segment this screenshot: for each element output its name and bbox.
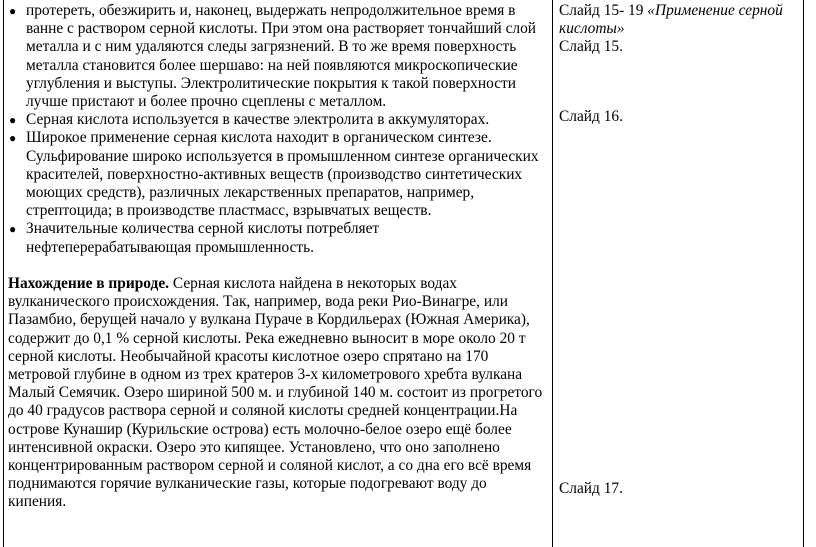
slide-notes-cell xyxy=(559,2,799,497)
nature-paragraph: Нахождение в природе. Серная кислота найдена в некоторых водах вулканического происхождения. Так, например, вода реки Рио-Винагре, или Пазамбио, берущей начало у вулкана Пураче в Кордильерах (Южная Америка), содержит до 0,1 % серной кислоты. Река ежедневно выносит в море около 20 т серной кислоты. Необычайной красоты кислотное озеро спрятано на 170 метровой глубине в одном из трех кратеров 3-х километрового хребта вулкана Малый Семячик. Озеро шириной 500 м. и глубиной 140 м. состоит из прогретого до 40 градусов раствора серной и соляной кислоты средней концентрации.На острове Кунашир (Курильские острова) есть молочно-белое озеро ещё более интенсивной окраски. Озеро это кипящее. Установлено, что оно заполнено концентрированным раствором серной и соляной кислот, а со дна его всё время поднимаются горячие вулканические газы, которые подогревают воду до кипения. xyxy=(8,275,550,512)
bullet-text: Широкое применение серная кислота находит в органическом синтезе. Сульфирование широко используется в промышленном синтезе органических красителей, поверхностно-активных веществ (производство синтетических моющих средств), различных лекарственных препаратов, например, стрептоцида; в производстве пластмасс, взрывчатых веществ. xyxy=(26,129,539,220)
bullet-list xyxy=(8,2,550,257)
list-item xyxy=(8,111,550,129)
list-item xyxy=(8,129,550,220)
nature-first-line: Нахождение в природе. Серная кислота найдена в некоторых водах xyxy=(8,275,457,293)
bullet-icon: ● xyxy=(9,222,17,237)
table-border-left xyxy=(3,0,4,547)
bullet-text: Серная кислота используется в качестве электролита в аккумуляторах. xyxy=(26,111,490,129)
slide-15-note: Слайд 15. xyxy=(559,38,623,56)
paragraph-spacer xyxy=(8,257,550,275)
table-border-right xyxy=(803,0,804,547)
table-border-middle xyxy=(552,0,553,547)
bullet-icon: ● xyxy=(9,113,17,128)
bullet-icon: ● xyxy=(9,131,17,146)
slide-16-note: Слайд 16. xyxy=(559,108,623,125)
bullet-text: протереть, обезжирить и, наконец, выдержать непродолжительное время в ванне с раствором серной кислоты. При этом она растворяет тончайший слой металла и с ним удаляются следы загрязнений. В то же время поверхность металла становится более шершаво: на ней появляются микроскопические углубления и выступы. Электролитические покрытия к такой поверхности лучше пристают и более прочно сцеплены с металлом. xyxy=(26,2,537,111)
slide-17-note: Слайд 17. xyxy=(559,480,623,497)
bullet-text: Значительные количества серной кислоты потребляет нефтеперерабатывающая промышленность. xyxy=(26,220,380,256)
slide-15-19-note: Слайд 15- 19 «Применение серной кислоты» xyxy=(559,2,783,38)
main-content-cell xyxy=(8,2,550,512)
list-item xyxy=(8,2,550,111)
bullet-icon: ● xyxy=(9,4,17,18)
nature-heading: Нахождение в природе. xyxy=(8,275,170,293)
list-item xyxy=(8,220,550,256)
